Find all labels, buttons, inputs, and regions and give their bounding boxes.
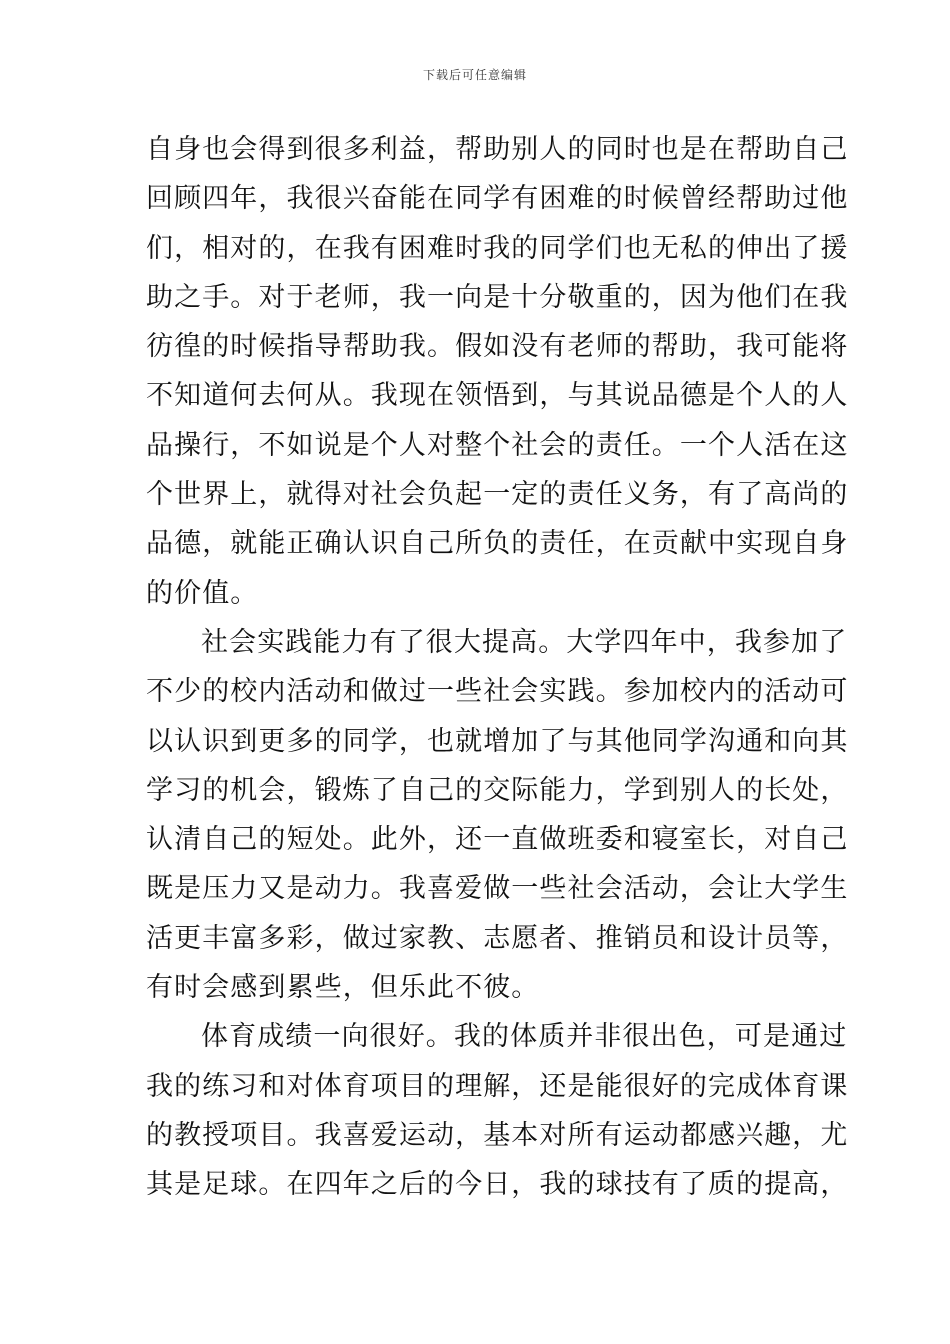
- text-line: 们，相对的，在我有困难时我的同学们也无私的伸出了援: [146, 232, 849, 264]
- text-line: 既是压力又是动力。我喜爱做一些社会活动，会让大学生: [146, 873, 849, 905]
- paragraph-first-line: 体育成绩一向很好。我的体质并非很出色，可是通过: [201, 1021, 848, 1053]
- document-body: [146, 125, 849, 1210]
- text-line: 认清自己的短处。此外，还一直做班委和寝室长，对自己: [146, 824, 849, 856]
- text-line: 其是足球。在四年之后的今日，我的球技有了质的提高，: [146, 1169, 849, 1201]
- header-note: 下载后可任意编辑: [422, 68, 527, 82]
- text-line: 活更丰富多彩，做过家教、志愿者、推销员和设计员等，: [146, 922, 849, 954]
- text-line: 我的练习和对体育项目的理解，还是能很好的完成体育课: [146, 1070, 849, 1102]
- text-line: 品操行，不如说是个人对整个社会的责任。一个人活在这: [146, 429, 849, 461]
- text-line: 以认识到更多的同学，也就增加了与其他同学沟通和向其: [146, 725, 849, 757]
- text-line: 品德，就能正确认识自己所负的责任，在贡献中实现自身: [146, 528, 849, 560]
- text-line: 的教授项目。我喜爱运动，基本对所有运动都感兴趣，尤: [146, 1119, 849, 1151]
- text-line: 有时会感到累些，但乐此不彼。: [146, 972, 540, 1004]
- text-line: 彷徨的时候指导帮助我。假如没有老师的帮助，我可能将: [146, 331, 849, 363]
- text-line: 自身也会得到很多利益，帮助别人的同时也是在帮助自己: [146, 134, 849, 165]
- text-line: 助之手。对于老师，我一向是十分敬重的，因为他们在我: [146, 281, 849, 313]
- text-line: 回顾四年，我很兴奋能在同学有困难的时候曾经帮助过他: [146, 183, 849, 215]
- paragraph-first-line: 社会实践能力有了很大提高。大学四年中，我参加了: [201, 626, 848, 658]
- text-line: 的价值。: [146, 577, 259, 609]
- text-line: 个世界上，就得对社会负起一定的责任义务，有了高尚的: [146, 479, 849, 511]
- text-line: 不少的校内活动和做过一些社会实践。参加校内的活动可: [146, 676, 849, 708]
- text-line: 学习的机会，锻炼了自己的交际能力，学到别人的长处，: [146, 774, 849, 806]
- text-line: 不知道何去何从。我现在领悟到，与其说品德是个人的人: [146, 380, 849, 412]
